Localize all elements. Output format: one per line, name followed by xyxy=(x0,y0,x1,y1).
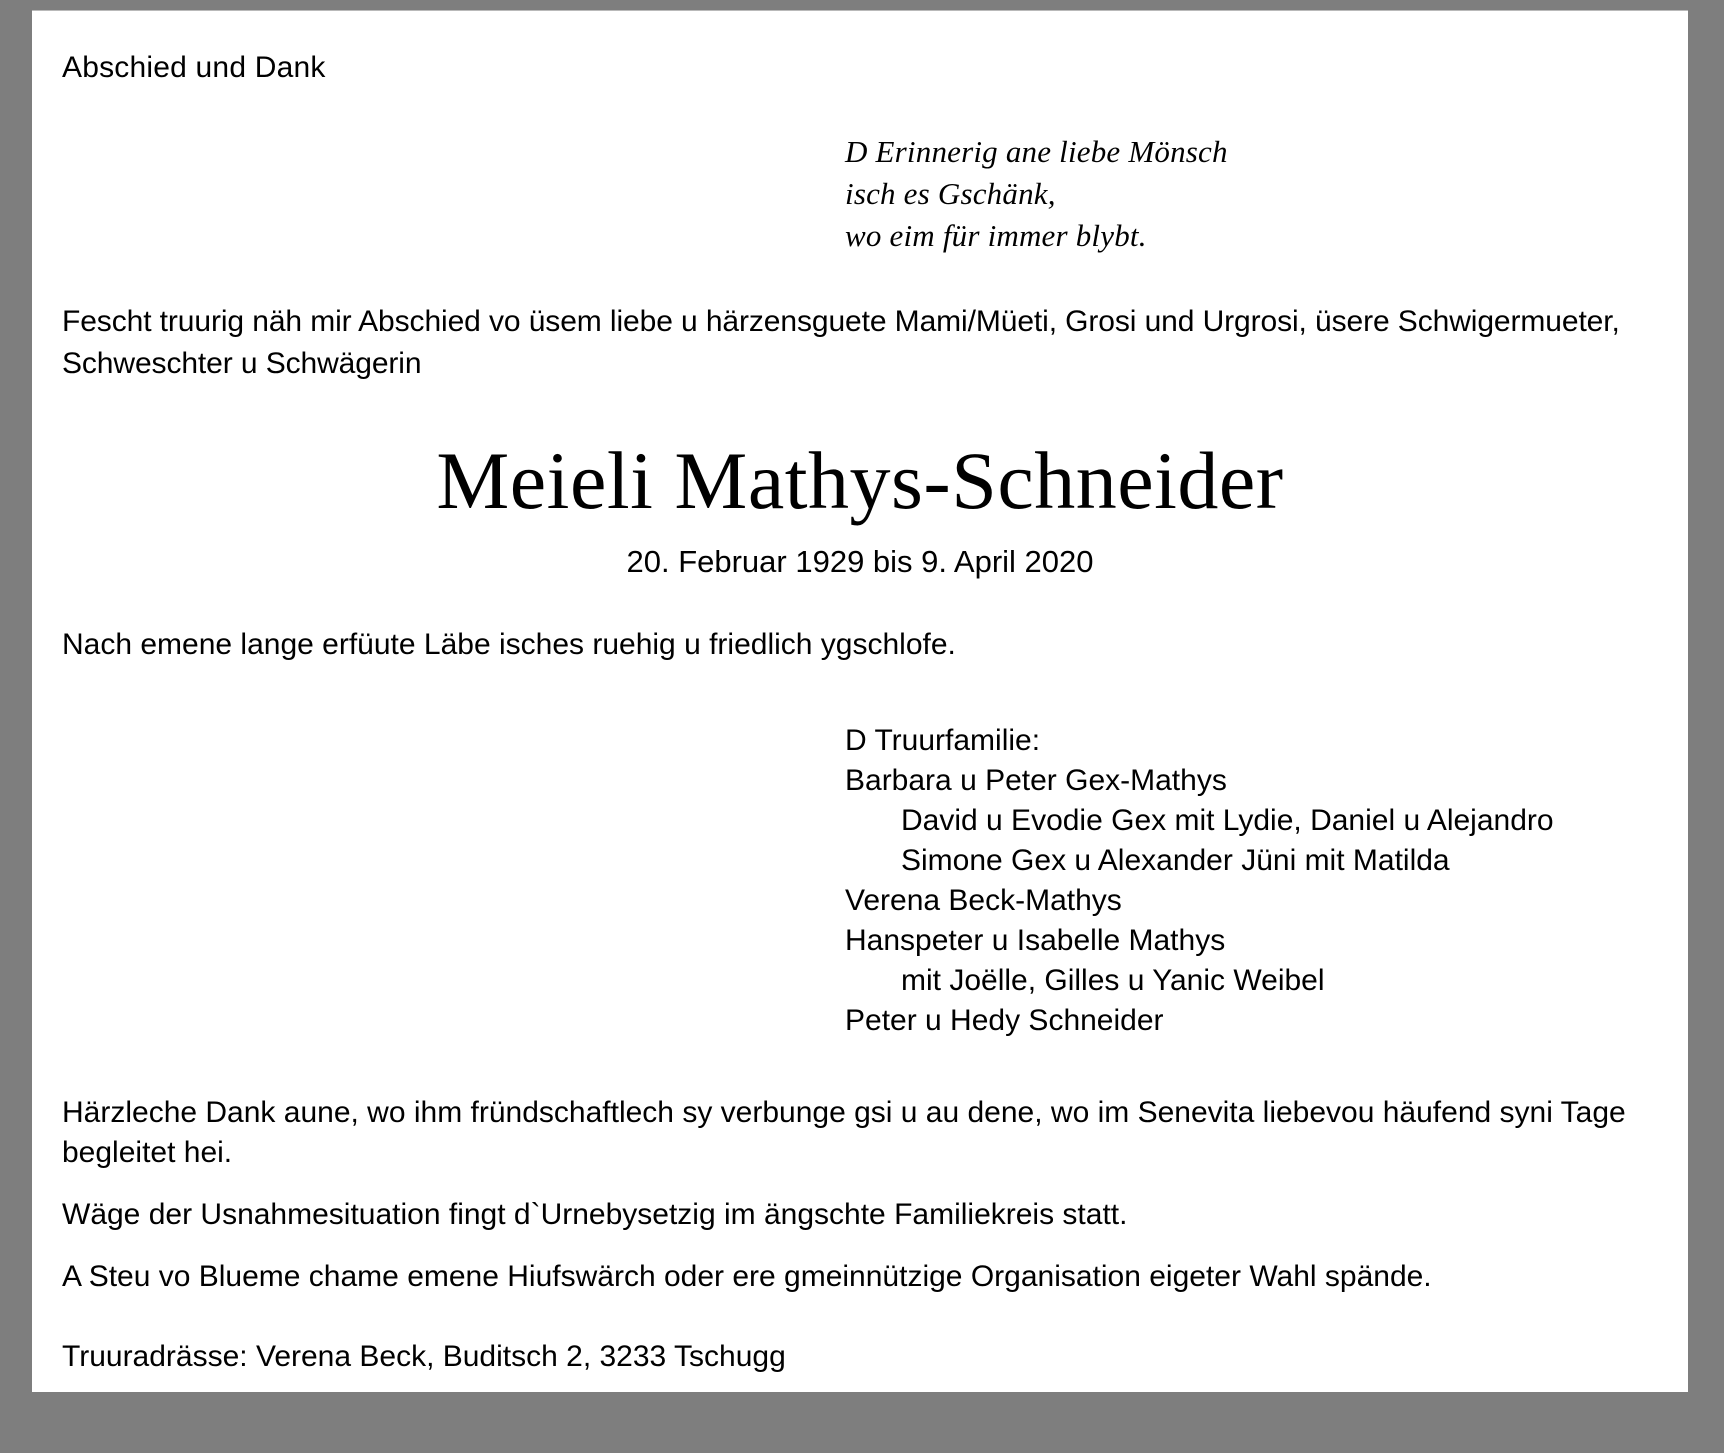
obituary-notice-card xyxy=(32,10,1688,1392)
verse-block xyxy=(845,131,1660,257)
passing-sentence: Nach emene lange erfüute Läbe isches ruehig u friedlich ygschlofe. xyxy=(62,628,956,661)
notice-content xyxy=(32,11,1688,1393)
thanks-paragraph: Härzleche Dank aune, wo ihm fründschaftlech sy verbunge gsi u au dene, wo im Senevita liebevou häufend syni Tage begleitet hei. xyxy=(62,1096,1626,1169)
life-dates: 20. Februar 1929 bis 9. April 2020 xyxy=(626,544,1094,579)
notice-kicker: Abschied und Dank xyxy=(62,51,326,84)
list-item: mit Joëlle, Gilles u Yanic Weibel xyxy=(901,964,1325,997)
mourning-family-block xyxy=(845,721,1660,1041)
list-item: Barbara u Peter Gex-Mathys xyxy=(845,764,1227,797)
list-item: Hanspeter u Isabelle Mathys xyxy=(845,924,1226,957)
list-item: David u Evodie Gex mit Lydie, Daniel u Alejandro xyxy=(901,804,1554,837)
verse-line-2: isch es Gschänk, xyxy=(845,176,1056,211)
deceased-name: Meieli Mathys-Schneider xyxy=(436,435,1284,526)
burial-note: Wäge der Usnahmesituation fingt d`Urnebysetzig im ängschte Familiekreis statt. xyxy=(62,1198,1128,1231)
verse-line-3: wo eim für immer blybt. xyxy=(845,218,1147,253)
list-item: Simone Gex u Alexander Jüni mit Matilda xyxy=(901,844,1450,877)
list-item: Peter u Hedy Schneider xyxy=(845,1004,1164,1037)
family-heading: D Truurfamilie: xyxy=(845,724,1041,757)
list-item: Verena Beck-Mathys xyxy=(845,884,1122,917)
mourning-address: Truuradrässe: Verena Beck, Buditsch 2, 3233 Tschugg xyxy=(62,1340,786,1373)
donation-note: A Steu vo Blueme chame emene Hiufswärch oder ere gmeinnützige Organisation eigeter Wahl spände. xyxy=(62,1260,1432,1293)
verse-line-1: D Erinnerig ane liebe Mönsch xyxy=(845,134,1228,169)
intro-paragraph: Fescht truurig näh mir Abschied vo üsem liebe u härzensguete Mami/Müeti, Grosi und Urgrosi, üsere Schwigermueter, Schweschter u Schwägerin xyxy=(62,305,1620,380)
